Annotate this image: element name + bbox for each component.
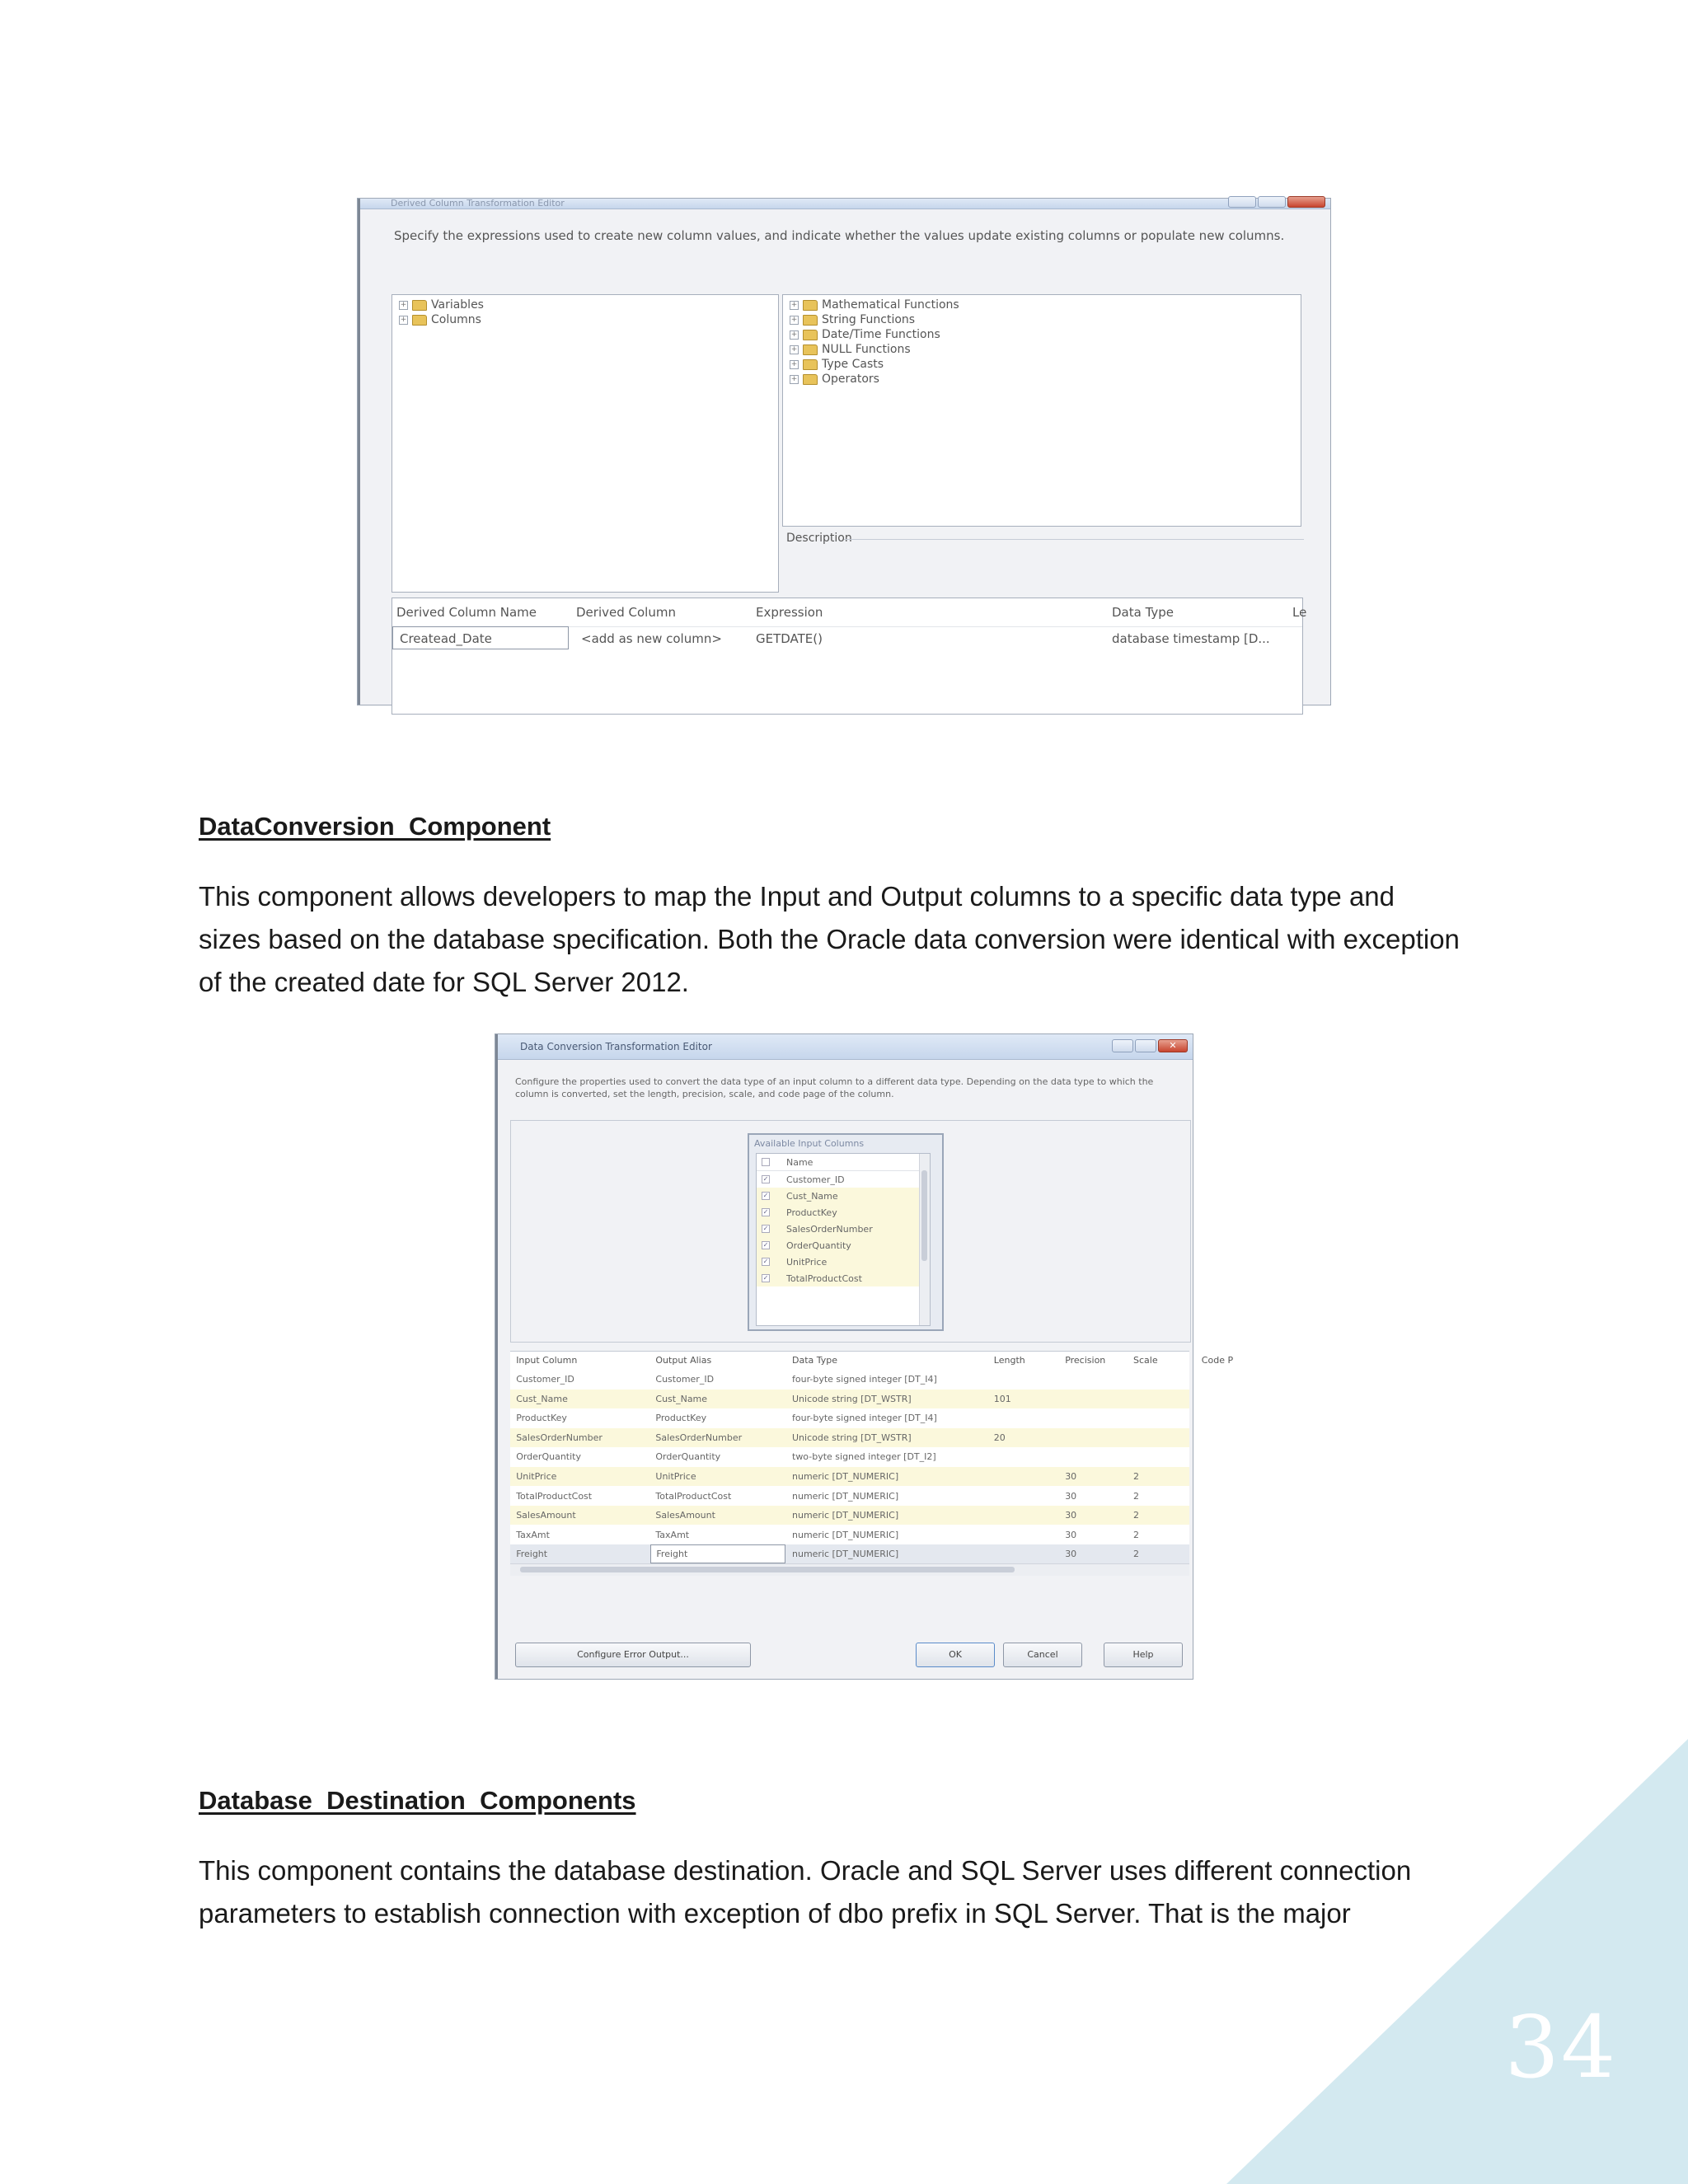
grid-cell[interactable]: TaxAmt: [516, 1529, 550, 1540]
folder-icon: [412, 300, 427, 311]
grid-header-cell: Precision: [1065, 1355, 1106, 1366]
grid-cell[interactable]: numeric [DT_NUMERIC]: [792, 1510, 899, 1521]
column-checkbox[interactable]: ✓: [762, 1241, 769, 1249]
configure-error-output-button[interactable]: Configure Error Output...: [515, 1643, 751, 1667]
grid-cell[interactable]: numeric [DT_NUMERIC]: [792, 1529, 899, 1540]
folder-icon: [803, 359, 818, 370]
available-column-item[interactable]: [757, 1188, 930, 1204]
maximize-icon[interactable]: [1258, 196, 1286, 208]
window-left-edge: [358, 199, 360, 705]
tree-item-label: Type Casts: [822, 358, 884, 371]
expand-icon[interactable]: +: [790, 315, 798, 324]
function-tree-item[interactable]: [790, 357, 1294, 372]
grid-cell[interactable]: TotalProductCost: [516, 1490, 593, 1502]
grid-cell[interactable]: four-byte signed integer [DT_I4]: [792, 1374, 937, 1385]
column-name: OrderQuantity: [786, 1240, 851, 1251]
grid-header-cell: Output Alias: [655, 1355, 712, 1366]
available-input-columns-label: Available Input Columns: [754, 1138, 865, 1149]
column-checkbox[interactable]: ✓: [762, 1192, 769, 1199]
folder-icon: [803, 300, 818, 311]
header-data-type: Data Type: [1112, 605, 1175, 620]
close-icon[interactable]: ✕: [1158, 1039, 1188, 1052]
data-conversion-editor-screenshot: [495, 1033, 1234, 1680]
grid-cell[interactable]: TaxAmt: [655, 1529, 690, 1540]
expand-icon[interactable]: +: [400, 300, 407, 309]
expand-icon[interactable]: +: [790, 374, 798, 383]
grid-cell[interactable]: Customer_ID: [516, 1374, 574, 1385]
folder-icon: [803, 344, 818, 355]
grid-cell[interactable]: 30: [1065, 1471, 1077, 1482]
grid-cell[interactable]: Freight: [516, 1549, 548, 1560]
column-name: SalesOrderNumber: [786, 1223, 873, 1235]
conversion-row[interactable]: [510, 1467, 1189, 1486]
column-name: Customer_ID: [786, 1174, 845, 1185]
column-checkbox[interactable]: ✓: [762, 1175, 769, 1183]
database-destination-paragraph: This component contains the database destination. Oracle and SQL Server uses different connection parameters to establish connection with exception of dbo prefix in SQL Server. That is the major: [199, 1855, 1412, 1929]
grid-cell[interactable]: 2: [1133, 1471, 1139, 1482]
grid-cell[interactable]: SalesAmount: [655, 1510, 715, 1521]
column-name: Cust_Name: [786, 1190, 838, 1202]
grid-cell[interactable]: numeric [DT_NUMERIC]: [792, 1471, 899, 1482]
grid-cell[interactable]: OrderQuantity: [516, 1451, 581, 1463]
function-tree-item[interactable]: [790, 372, 1294, 387]
expand-icon[interactable]: +: [790, 300, 798, 309]
function-tree-item[interactable]: [790, 298, 1294, 312]
cancel-button[interactable]: Cancel: [1003, 1643, 1082, 1667]
column-checkbox[interactable]: ✓: [762, 1274, 769, 1282]
page-number: 34: [1504, 1997, 1617, 2097]
scroll-thumb[interactable]: [520, 1567, 1015, 1572]
folder-icon: [803, 315, 818, 326]
grid-cell[interactable]: OrderQuantity: [655, 1451, 721, 1463]
header-derived-column: Derived Column: [576, 605, 676, 620]
column-checkbox[interactable]: ✓: [762, 1225, 769, 1232]
grid-cell[interactable]: 2: [1133, 1490, 1139, 1502]
grid-cell[interactable]: four-byte signed integer [DT_I4]: [792, 1413, 937, 1424]
grid-cell[interactable]: UnitPrice: [516, 1471, 557, 1482]
header-length: Le: [1292, 605, 1307, 620]
maximize-icon[interactable]: [1135, 1039, 1156, 1052]
grid-cell[interactable]: 2: [1133, 1529, 1139, 1540]
tree-item-label: String Functions: [822, 313, 916, 326]
ok-button[interactable]: OK: [916, 1643, 995, 1667]
window-left-edge: [495, 1034, 498, 1679]
conversion-grid[interactable]: [510, 1351, 1234, 1576]
grid-cell[interactable]: 20: [993, 1432, 1006, 1443]
tree-item-label: Date/Time Functions: [822, 328, 940, 341]
dataconversion-paragraph: This component allows developers to map the Input and Output columns to a specific data type and sizes based on the database specification. Both the Oracle data conversion were identical with exception of the created date for SQL Server 2012.: [199, 881, 1460, 997]
instructions-text: Configure the properties used to convert the data type of an input column to a different data type. Depending on the data type to which the column is converted, set the length, precision, scale, and code page of the column.: [515, 1076, 1154, 1099]
variables-columns-tree[interactable]: [392, 294, 779, 593]
window-title: Data Conversion Transformation Editor: [520, 1041, 712, 1052]
grid-cell[interactable]: TotalProductCost: [655, 1490, 732, 1502]
available-column-item[interactable]: [757, 1171, 930, 1188]
conversion-row[interactable]: [510, 1487, 1189, 1506]
name-column-header: Name: [786, 1156, 814, 1168]
grid-cell[interactable]: Cust_Name: [516, 1393, 568, 1404]
derived-column-editor-screenshot: [357, 198, 1331, 705]
select-all-checkbox[interactable]: [762, 1158, 770, 1166]
conversion-row[interactable]: [510, 1506, 1189, 1525]
database-destination-heading: Database Destination Components: [199, 1786, 636, 1815]
expand-icon[interactable]: +: [790, 330, 798, 339]
available-list-header: [757, 1154, 930, 1171]
grid-header-cell: Input Column: [516, 1355, 578, 1366]
grid-header-cell: Length: [993, 1355, 1025, 1366]
description-label: Description: [786, 532, 852, 545]
grid-cell[interactable]: 101: [993, 1393, 1011, 1404]
scroll-thumb[interactable]: [921, 1170, 927, 1261]
derived-column-grid[interactable]: [392, 598, 1307, 715]
title-bar: [495, 1034, 1193, 1060]
grid-header-cell: Code P: [1201, 1355, 1234, 1366]
expand-icon[interactable]: +: [790, 344, 798, 354]
grid-cell[interactable]: Unicode string [DT_WSTR]: [792, 1393, 912, 1404]
conversion-row[interactable]: [510, 1447, 1189, 1466]
grid-header-cell: Data Type: [792, 1355, 838, 1366]
function-tree-item[interactable]: [790, 342, 1294, 357]
column-checkbox[interactable]: ✓: [762, 1258, 769, 1265]
grid-cell[interactable]: 30: [1065, 1490, 1077, 1502]
dataconversion-heading: DataConversion Component: [199, 812, 551, 841]
minimize-icon[interactable]: [1228, 196, 1256, 208]
grid-data-row[interactable]: [392, 626, 1302, 650]
tree-item-label: Variables: [431, 298, 484, 312]
window-title: Derived Column Transformation Editor: [391, 198, 565, 209]
tree-item-label: Operators: [822, 373, 879, 386]
grid-cell[interactable]: 30: [1065, 1529, 1077, 1540]
close-icon[interactable]: [1287, 196, 1325, 208]
tree-item-label: NULL Functions: [822, 343, 911, 356]
available-columns-list[interactable]: [756, 1153, 931, 1326]
tree-item-label: Columns: [431, 313, 481, 326]
conversion-row[interactable]: [510, 1370, 1189, 1389]
column-name: UnitPrice: [786, 1256, 828, 1268]
header-expression: Expression: [756, 605, 823, 620]
grid-cell[interactable]: 2: [1133, 1549, 1139, 1560]
available-column-item[interactable]: [757, 1270, 930, 1286]
grid-cell[interactable]: numeric [DT_NUMERIC]: [792, 1490, 899, 1502]
header-derived-column-name: Derived Column Name: [396, 605, 537, 620]
derived-column-cell[interactable]: <add as new column>: [581, 631, 722, 646]
instructions-text: Specify the expressions used to create new column values, and indicate whether the values update existing columns or populate new columns.: [394, 228, 1285, 243]
grid-cell[interactable]: UnitPrice: [655, 1471, 696, 1482]
available-input-columns-box: [748, 1133, 944, 1331]
available-column-item[interactable]: [757, 1254, 930, 1270]
description-divider: [844, 539, 1304, 540]
available-column-item[interactable]: [757, 1221, 930, 1237]
tree-item-label: Mathematical Functions: [822, 298, 959, 312]
expand-icon[interactable]: +: [790, 359, 798, 368]
derived-column-name-cell[interactable]: Createad_Date: [392, 626, 569, 649]
grid-cell[interactable]: numeric [DT_NUMERIC]: [792, 1549, 899, 1560]
available-column-item[interactable]: [757, 1204, 930, 1221]
grid-cell[interactable]: SalesAmount: [516, 1510, 576, 1521]
conversion-row[interactable]: [510, 1390, 1189, 1408]
column-name: TotalProductCost: [786, 1272, 862, 1284]
expand-icon[interactable]: +: [400, 315, 407, 324]
conversion-row[interactable]: [510, 1544, 1189, 1563]
grid-cell[interactable]: ProductKey: [516, 1413, 567, 1424]
grid-cell[interactable]: 2: [1133, 1510, 1139, 1521]
grid-header-cell: Scale: [1133, 1355, 1158, 1366]
available-column-item[interactable]: [757, 1237, 930, 1254]
variables-tree-item[interactable]: [399, 298, 771, 312]
grid-cell[interactable]: Customer_ID: [655, 1374, 715, 1385]
grid-cell[interactable]: Freight: [650, 1544, 785, 1563]
list-scrollbar[interactable]: [919, 1154, 930, 1325]
column-name: ProductKey: [786, 1207, 837, 1218]
folder-icon: [412, 315, 427, 326]
conversion-row[interactable]: [510, 1408, 1189, 1427]
functions-tree[interactable]: [782, 294, 1301, 527]
grid-cell[interactable]: two-byte signed integer [DT_I2]: [792, 1451, 936, 1463]
grid-cell[interactable]: Unicode string [DT_WSTR]: [792, 1432, 912, 1443]
variables-tree-item[interactable]: [399, 312, 771, 327]
folder-icon: [803, 374, 818, 385]
grid-header-row: [510, 1355, 1234, 1370]
grid-cell[interactable]: SalesOrderNumber: [516, 1432, 603, 1443]
help-button[interactable]: Help: [1104, 1643, 1183, 1667]
function-tree-item[interactable]: [790, 312, 1294, 327]
grid-cell[interactable]: Cust_Name: [655, 1393, 708, 1404]
title-bar: [358, 199, 1330, 209]
grid-cell[interactable]: 30: [1065, 1549, 1077, 1560]
data-type-cell[interactable]: database timestamp [D...: [1112, 631, 1270, 646]
column-checkbox[interactable]: ✓: [762, 1208, 769, 1216]
expression-cell[interactable]: GETDATE(): [756, 631, 823, 646]
grid-cell[interactable]: 30: [1065, 1510, 1077, 1521]
conversion-row[interactable]: [510, 1526, 1189, 1544]
corner-decoration: [1226, 1739, 1688, 2184]
grid-cell[interactable]: SalesOrderNumber: [655, 1432, 743, 1443]
horizontal-scrollbar[interactable]: [510, 1563, 1189, 1576]
conversion-row[interactable]: [510, 1428, 1189, 1447]
function-tree-item[interactable]: [790, 327, 1294, 342]
folder-icon: [803, 330, 818, 340]
minimize-icon[interactable]: [1112, 1039, 1133, 1052]
grid-cell[interactable]: ProductKey: [655, 1413, 707, 1424]
